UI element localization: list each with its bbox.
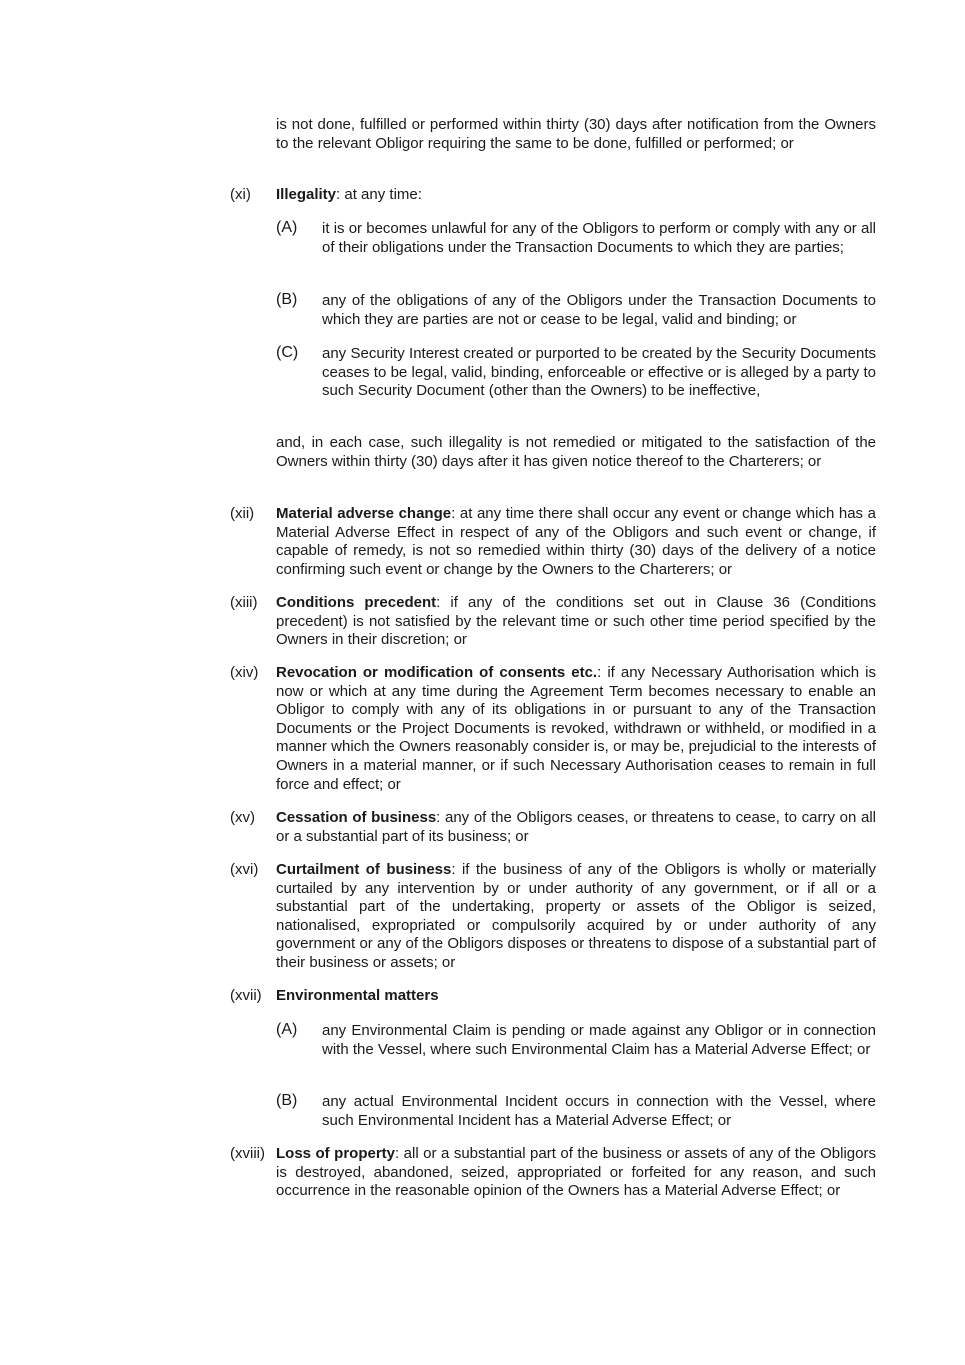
clause-title: Cessation of business (276, 809, 437, 826)
intro-paragraph (276, 116, 876, 153)
clause-xv (230, 809, 876, 846)
sub-text: any Security Interest created or purported to be created by the Security Documents ceases to be legal, valid, binding, enforceable or effective or is alleged by a party to such Security Document (other than the Owners) to be ineffective, (322, 345, 876, 400)
clause-text: : at any time: (336, 186, 422, 203)
clause-text: : if any of the conditions set out in Clause 36 (Conditions precedent) is not satisfied by the relevant time or such other time period specified by the Owners in their discretion; or (276, 594, 876, 649)
clause-title: Curtailment of business (276, 861, 452, 878)
clause-text: : at any time there shall occur any event or change which has a Material Adverse Effect in respect of any of the Obligors and such event or change, if capable of remedy, is not so remedied within thirty (30) days of the delivery of a notice confirming such event or change by the Owners to the Charterers; or (276, 505, 876, 578)
clause-xvii-b (276, 1093, 876, 1130)
clause-number: (xiv) (230, 664, 259, 681)
clause-xi-a (276, 220, 876, 257)
sub-text: any Environmental Claim is pending or made against any Obligor or in connection with the Vessel, where such Environmental Claim has a Material Adverse Effect; or (322, 1022, 876, 1058)
clause-xvi (230, 861, 876, 973)
clause-xiii (230, 594, 876, 650)
intro-text: is not done, fulfilled or performed within thirty (30) days after notification from the Owners to the relevant Obligor requiring the same to be done, fulfilled or performed; or (276, 116, 876, 152)
clause-title: Environmental matters (276, 987, 439, 1004)
sub-number: (A) (276, 1021, 298, 1038)
sub-text: any of the obligations of any of the Obligors under the Transaction Documents to which they are parties are not or cease to be legal, valid and binding; or (322, 292, 876, 328)
sub-text: any actual Environmental Incident occurs in connection with the Vessel, where such Environmental Incident has a Material Adverse Effect; or (322, 1093, 876, 1129)
clause-title: Conditions precedent (276, 594, 437, 611)
clause-number: (xi) (230, 186, 251, 203)
sub-number: (A) (276, 219, 298, 236)
clause-xii (230, 505, 876, 579)
clause-title: Revocation or modification of consents etc. (276, 664, 598, 681)
clause-title: Loss of property (276, 1145, 395, 1162)
sub-number: (C) (276, 344, 299, 361)
clause-number: (xviii) (230, 1145, 265, 1162)
clause-xi-b (276, 292, 876, 329)
clause-text: : if any Necessary Authorisation which is now or which at any time during the Agreement Term becomes necessary to enable an Obligor to comply with any of its obligations in or pursuant to any of the Transaction Documents or the Project Documents is revoked, withdrawn or withheld, or modified in a manner which the Owners reasonably consider is, or may be, prejudicial to the interests of Owners in a material manner, or if such Necessary Authorisation ceases to remain in full force and effect; or (276, 664, 876, 793)
sub-text: it is or becomes unlawful for any of the Obligors to perform or comply with any or all of their obligations under the Transaction Documents to which they are parties; (322, 220, 876, 256)
clause-text: : all or a substantial part of the business or assets of any of the Obligors is destroyed, abandoned, seized, appropriated or forfeited for any reason, and such occurrence in the reasonable opinion of the Owners has a Material Adverse Effect; or (276, 1145, 876, 1200)
clause-text: : if the business of any of the Obligors is wholly or materially curtailed by any intervention by or under authority of any government, or if all or a substantial part of the undertaking, property or assets of the Obligor is seized, nationalised, expropriated or compulsorily acquired by or under authority of any government or any of the Obligors disposes or threatens to dispose of a substantial part of their business or assets; or (276, 861, 876, 971)
clause-xvii-a (276, 1022, 876, 1059)
clause-number: (xiii) (230, 594, 258, 611)
clause-number: (xii) (230, 505, 255, 522)
tail-text: and, in each case, such illegality is not remedied or mitigated to the satisfaction of the Owners within thirty (30) days after it has given notice thereof to the Charterers; or (276, 434, 876, 470)
clause-xi-tail (276, 434, 876, 471)
sub-number: (B) (276, 1092, 298, 1109)
clause-number: (xv) (230, 809, 255, 826)
clause-title: Illegality (276, 186, 337, 203)
sub-number: (B) (276, 291, 298, 308)
clause-xviii (230, 1145, 876, 1201)
clause-number: (xvi) (230, 861, 259, 878)
clause-xvii (230, 987, 876, 1006)
clause-number: (xvii) (230, 987, 262, 1004)
clause-title: Material adverse change (276, 505, 452, 522)
clause-xi-c (276, 345, 876, 401)
clause-xiv (230, 664, 876, 794)
clause-text: : any of the Obligors ceases, or threatens to cease, to carry on all or a substantial part of its business; or (276, 809, 876, 845)
clause-xi (230, 186, 876, 205)
